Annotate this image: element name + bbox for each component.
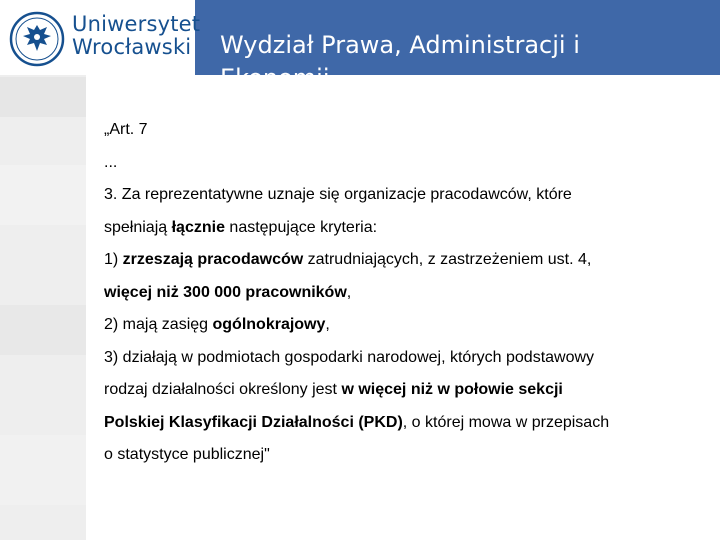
slide-body [104,114,704,472]
criterion-3-continuation [104,374,704,407]
bold-text-run: Polskiej Klasyfikacji Działalności (PKD) [104,413,403,431]
text-run: zatrudniających, z zastrzeżeniem ust. 4, [303,251,592,268]
text-run: następujące kryteria: [224,218,378,236]
university-logo [0,0,201,75]
text-run: rodzaj działalności określony jest [104,381,342,398]
text-run: 1) [104,251,123,268]
text-run: , [346,283,352,301]
criterion-1-continuation [104,277,704,310]
ellipsis-line: ... [104,153,118,171]
header-bar [0,0,720,92]
bold-text-run: ogólnokrajowy [212,316,326,333]
bold-text-run: łącznie [171,218,225,236]
article-heading: „Art. 7 [104,121,148,138]
bold-text-run: więcej niż 300 000 pracowników [104,283,347,301]
paragraph-line: 3. Za reprezentatywne uznaje się organizacje pracodawców, które [104,186,572,203]
text-run: 2) mają zasięg [104,316,213,333]
logo-wordmark [72,13,200,59]
text-run: , o której mowa w przepisach [402,413,610,431]
bold-text-run: zrzeszają pracodawców [122,251,304,268]
logo-line-2: Wrocławski [72,35,192,59]
criterion-1-line [104,244,704,277]
criterion-3-continuation: o statystyce publicznej" [104,446,270,463]
paragraph-line [104,212,704,245]
left-sidebar-decoration [0,75,86,540]
logo-line-1: Uniwersytet [72,12,201,36]
page-title: Wydział Prawa, Administracji i Ekonomii [220,31,580,92]
text-run: spełniają [104,218,172,236]
bold-text-run: w więcej niż w połowie sekcji [341,381,563,398]
text-run: , [325,316,330,333]
eagle-seal-icon [9,11,65,67]
criterion-3-continuation [104,407,704,440]
criterion-2-line [104,309,704,342]
criterion-3-line: 3) działają w podmiotach gospodarki narodowej, których podstawowy [104,348,595,366]
